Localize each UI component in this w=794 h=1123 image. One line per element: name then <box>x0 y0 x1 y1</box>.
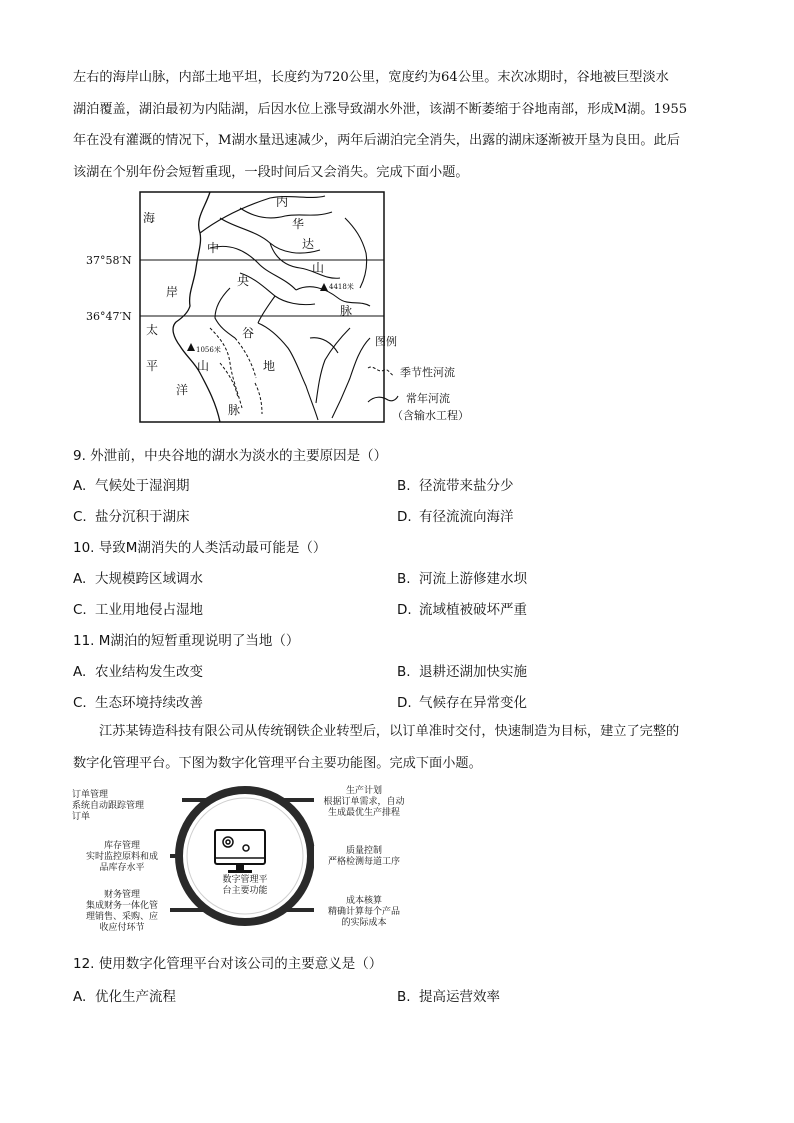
passage-1 <box>73 62 718 188</box>
q9-option-b[interactable]: B. 径流带来盐分少 <box>397 478 514 494</box>
q11-option-a[interactable]: A. 农业结构发生改变 <box>73 664 203 680</box>
map-label-tai: 太 <box>146 323 159 337</box>
map-label-di: 地 <box>263 359 276 373</box>
platform-function-diagram <box>70 782 420 942</box>
question-11-stem: 11. M湖泊的短暂重现说明了当地（） <box>73 633 300 649</box>
function-quality-control: 质量控制 严格检测每道工序 <box>314 846 414 868</box>
peak-triangle-2 <box>187 343 195 351</box>
legend-title: 图例 <box>375 335 397 348</box>
map-label-mai-w: 脉 <box>228 403 241 417</box>
peak-elevation-2: 1056米 <box>196 346 221 354</box>
map-label-mai-e: 脉 <box>340 304 353 318</box>
map-label-ping: 平 <box>146 359 159 373</box>
question-10-stem: 10. 导致M湖消失的人类活动最可能是（） <box>73 540 327 556</box>
function-inventory-management: 库存管理 实时监控原料和成 品库存水平 <box>74 841 170 874</box>
q9-option-c[interactable]: C. 盐分沉积于湖床 <box>73 509 190 525</box>
passage-1-line: 湖泊覆盖，湖泊最初为内陆湖，后因水位上涨导致湖水外泄，该湖不断萎缩于谷地南部，形成M湖。1955 <box>73 101 688 117</box>
question-9-stem: 9. 外泄前，中央谷地的湖水为淡水的主要原因是（） <box>73 448 388 464</box>
q10-option-c[interactable]: C. 工业用地侵占湿地 <box>73 602 203 618</box>
passage-1-line: 左右的海岸山脉，内部土地平坦，长度约为720公里，宽度约为64公里。末次冰期时，谷地被巨型淡水 <box>73 70 669 85</box>
diagram-center-label: 数字管理平 台主要功能 <box>222 875 268 896</box>
q10-option-a[interactable]: A. 大规模跨区域调水 <box>73 571 203 587</box>
central-valley-map <box>70 188 500 428</box>
map-label-gu: 谷 <box>242 326 255 340</box>
legend-perennial-label: 常年河流 <box>406 392 450 405</box>
passage-2-line: 数字化管理平台。下图为数字化管理平台主要功能图。完成下面小题。 <box>73 755 482 771</box>
passage-2-line: 江苏某铸造科技有限公司从传统钢铁企业转型后，以订单准时交付，快速制造为目标，建立了完整的 <box>99 724 680 739</box>
legend-perennial-note: （含输水工程） <box>392 409 469 422</box>
latitude-label-1: 37°58′N <box>86 254 132 267</box>
passage-1-line: 年在没有灌溉的情况下，M湖水量迅速减少，两年后湖泊完全消失，出露的湖床逐渐被开垦为良田。此后 <box>73 133 680 148</box>
map-label-nei: 内 <box>276 195 289 209</box>
map-label-yang2: 央 <box>237 274 250 288</box>
map-label-yang: 洋 <box>176 383 189 397</box>
map-label-zhong: 中 <box>207 241 220 255</box>
function-cost-accounting: 成本核算 精确计算每个产品 的实际成本 <box>314 896 414 929</box>
q11-option-d[interactable]: D. 气候存在异常变化 <box>397 695 527 711</box>
peak-elevation-1: 4418米 <box>329 283 354 291</box>
q10-option-d[interactable]: D. 流域植被破坏严重 <box>397 602 527 618</box>
map-label-an: 岸 <box>166 285 179 299</box>
q10-option-b[interactable]: B. 河流上游修建水坝 <box>397 571 527 587</box>
map-label-da: 达 <box>302 237 315 251</box>
legend-seasonal-label: 季节性河流 <box>400 366 455 379</box>
question-12-stem: 12. 使用数字化管理平台对该公司的主要意义是（） <box>73 956 383 972</box>
function-production-planning: 生产计划 根据订单需求，自动 生成最优生产排程 <box>314 786 414 819</box>
map-label-hai: 海 <box>143 211 156 225</box>
latitude-label-2: 36°47′N <box>86 310 132 323</box>
q9-option-a[interactable]: A. 气候处于湿润期 <box>73 478 190 494</box>
seasonal-rivers <box>210 328 262 414</box>
map-label-hua: 华 <box>292 217 305 231</box>
peak-triangle-1 <box>320 283 328 291</box>
q11-option-c[interactable]: C. 生态环境持续改善 <box>73 695 203 711</box>
passage-2 <box>73 716 718 779</box>
function-finance-management: 财务管理 集成财务一体化管 理销售、采购、应 收应付环节 <box>74 890 170 934</box>
q9-option-d[interactable]: D. 有径流流向海洋 <box>397 509 514 525</box>
q12-option-b[interactable]: B. 提高运营效率 <box>397 989 500 1005</box>
function-order-management: 订单管理 系统自动跟踪管理 订单 <box>72 790 182 823</box>
map-label-shan-w: 山 <box>197 359 210 373</box>
passage-1-line: 该湖在个别年份会短暂重现，一段时间后又会消失。完成下面小题。 <box>73 164 469 180</box>
legend-seasonal-symbol <box>368 367 394 376</box>
map-label-shan-e: 山 <box>312 261 325 275</box>
q12-option-a[interactable]: A. 优化生产流程 <box>73 989 176 1005</box>
q11-option-b[interactable]: B. 退耕还湖加快实施 <box>397 664 527 680</box>
legend-perennial-symbol <box>368 396 398 402</box>
